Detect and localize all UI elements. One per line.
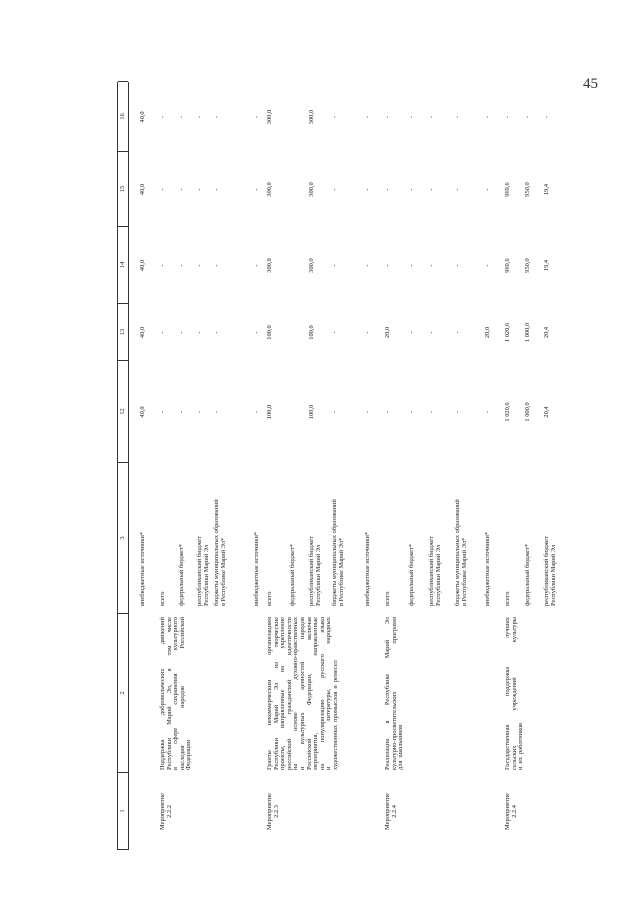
activity-title [267, 617, 340, 770]
value-12: 100,0 [308, 404, 315, 420]
funding-source [290, 466, 297, 606]
funding-source [385, 466, 392, 606]
value-12: - [428, 410, 435, 414]
funding-source [254, 466, 261, 606]
activity-label [505, 773, 518, 850]
funding-source-line: федеральный бюджет* [408, 543, 415, 606]
value-15: - [196, 188, 203, 191]
value-13: 1 000,0 [524, 322, 531, 343]
value-16: - [178, 115, 185, 119]
budget-table [117, 82, 597, 850]
word: ценностей [298, 661, 306, 690]
value-15: - [454, 188, 461, 191]
value-12: - [484, 410, 491, 414]
funding-source [525, 466, 532, 606]
funding-source-line: Республики Марий Эл [434, 544, 442, 606]
value-13: - [196, 331, 203, 334]
funding-source [365, 466, 372, 606]
activity-title-line [293, 617, 300, 770]
funding-source-line: в Республике Марий Эл* [219, 537, 227, 606]
value-13: - [159, 331, 166, 334]
value-14: - [384, 264, 391, 267]
activity-title-line [398, 617, 405, 770]
word: Поддержка [159, 739, 166, 770]
value-14: - [178, 264, 185, 267]
value-14: - [253, 264, 260, 267]
funding-source-line: республиканский бюджет [428, 536, 435, 606]
value-13: 20,4 [543, 326, 550, 339]
funding-source [309, 466, 322, 606]
word: Марий [165, 706, 173, 725]
value-16: - [384, 115, 391, 119]
value-12: - [364, 410, 371, 414]
word: их [517, 756, 525, 764]
activity-number: 2.2.4 [390, 805, 398, 818]
value-14: - [408, 264, 415, 267]
value-13: 100,0 [266, 325, 273, 340]
activity-title-line [186, 617, 193, 770]
activity-title [160, 617, 193, 770]
funding-source [429, 466, 442, 606]
word: популяризацию [318, 699, 326, 743]
funding-source [485, 466, 492, 606]
funding-source-line: бюджеты муниципальных образований [213, 499, 220, 606]
value-14: 300,0 [308, 258, 315, 273]
activity-number: 2.2.2 [165, 805, 173, 818]
word: Реализация [384, 738, 391, 770]
activity-label-text: Мероприятие [504, 793, 511, 830]
activity-title-line [518, 617, 525, 770]
value-16: - [213, 115, 220, 119]
funding-source-line: всего [266, 591, 273, 606]
funding-source-line: всего [384, 591, 391, 606]
funding-source-line: республиканский бюджет [308, 536, 315, 606]
funding-source [409, 466, 416, 606]
word: и [517, 766, 525, 770]
funding-source [544, 466, 557, 606]
word: на [272, 662, 280, 669]
value-13: - [454, 331, 461, 334]
value-13: 20,0 [484, 326, 491, 339]
word: основе [292, 712, 300, 731]
word: культурно-просветительских [390, 691, 398, 770]
value-14: - [196, 264, 203, 267]
word: добровольческих [159, 668, 166, 716]
word: движений [159, 617, 166, 645]
word: Марий [272, 704, 280, 724]
value-14: 950,0 [524, 258, 531, 273]
column-header-16: 16 [118, 81, 128, 152]
value-16: - [428, 115, 435, 119]
value-16: - [484, 115, 491, 119]
word: и [331, 685, 339, 689]
value-14: 19,4 [543, 259, 550, 272]
value-12: - [331, 410, 338, 414]
value-16: 40,0 [139, 111, 146, 123]
value-12: 1 020,6 [504, 402, 511, 422]
value-16: - [159, 115, 166, 119]
value-13: - [428, 331, 435, 334]
value-15: - [213, 188, 220, 191]
word: Российской [305, 738, 313, 770]
word: сфере [172, 727, 180, 744]
value-13: - [178, 331, 185, 334]
funding-source [267, 466, 274, 606]
word: организациям [266, 617, 273, 655]
word: художественных [331, 724, 339, 770]
funding-source-line: республиканский бюджет [543, 536, 550, 606]
funding-source [160, 466, 167, 606]
word: учреждений [510, 677, 518, 711]
value-14: - [454, 264, 461, 267]
value-13: 1 020,6 [504, 322, 511, 343]
activity-label-text: Мероприятие [159, 793, 166, 830]
word: Эл, [165, 684, 173, 694]
value-15: 19,4 [543, 183, 550, 196]
word: лучших [504, 617, 511, 639]
value-15: 950,0 [524, 182, 531, 197]
funding-source-line: внебюджетные источники* [253, 531, 260, 606]
funding-source-line: республиканский бюджет [196, 536, 203, 606]
word: укрепление [279, 617, 287, 649]
value-15: - [253, 188, 260, 191]
funding-source-line: бюджеты муниципальных образований [454, 499, 461, 606]
value-14: - [331, 264, 338, 267]
value-15: - [331, 188, 338, 191]
word: идентичности [285, 617, 293, 656]
activity-title-line [313, 617, 320, 770]
word: Государственная [504, 724, 511, 770]
value-15: - [178, 188, 185, 191]
column-header-2: 2 [118, 614, 128, 773]
value-14: 300,0 [266, 258, 273, 273]
word: Федерации, [305, 673, 313, 706]
word: Эл [384, 617, 391, 625]
value-12: 1 000,0 [524, 402, 531, 422]
funding-source-line: внебюджетные источники* [139, 531, 146, 606]
word: народов [178, 685, 186, 708]
word: духовно-нравственных [292, 617, 300, 680]
value-15: - [364, 188, 371, 191]
value-16: - [364, 115, 371, 119]
word: числе [165, 617, 173, 633]
word: программ [390, 617, 398, 644]
column-header-3: 3 [118, 463, 128, 614]
value-12: - [213, 410, 220, 414]
value-15: 300,0 [308, 182, 315, 197]
value-14: - [428, 264, 435, 267]
value-16: - [196, 115, 203, 119]
funding-source-line: бюджеты муниципальных образований [331, 499, 338, 606]
funding-source-line: Республики Марий Эл [549, 544, 557, 606]
word: и [325, 766, 333, 770]
word: наследия [178, 745, 186, 770]
funding-source [332, 466, 345, 606]
funding-source-line: в Республике Марий Эл* [337, 537, 345, 606]
funding-source-line: Республики Марий Эл [202, 544, 210, 606]
value-16: - [504, 115, 511, 119]
word: Федерации [185, 739, 193, 770]
word: мероприятия, [312, 733, 320, 770]
value-13: - [213, 331, 220, 334]
word: народов [298, 617, 306, 639]
funding-source-line: федеральный бюджет* [524, 543, 531, 606]
value-14: - [213, 264, 220, 267]
value-12: - [196, 410, 203, 414]
value-14: 969,6 [504, 258, 511, 273]
column-header-14: 14 [118, 227, 128, 304]
value-16: - [331, 115, 338, 119]
value-15: - [384, 188, 391, 191]
word: Российской [178, 617, 186, 649]
word: работников [517, 722, 525, 754]
value-14: - [364, 264, 371, 267]
value-16: 300,0 [308, 109, 315, 125]
column-header-15: 15 [118, 152, 128, 227]
value-16: 300,0 [266, 109, 273, 125]
value-14: - [484, 264, 491, 267]
funding-source-line: федеральный бюджет* [178, 543, 185, 606]
value-13: - [408, 331, 415, 334]
activity-label [267, 773, 280, 850]
funding-source [455, 466, 468, 606]
value-16: - [543, 115, 550, 119]
value-16: - [408, 115, 415, 119]
funding-source [140, 466, 147, 606]
value-16: - [253, 115, 260, 119]
funding-source [505, 466, 512, 606]
activity-title-line [333, 617, 340, 770]
word: Гранты [266, 750, 273, 770]
word: Марий [384, 639, 391, 659]
column-header-1: 1 [118, 773, 128, 850]
word: на [318, 763, 326, 770]
activity-label-text: Мероприятие [266, 793, 273, 830]
word: культурного [172, 617, 180, 651]
value-13: 100,0 [308, 325, 315, 340]
funding-source-line: всего [504, 591, 511, 606]
activity-label-text: Мероприятие [384, 793, 391, 830]
activity-number: 2.2.3 [272, 805, 280, 818]
value-13: - [253, 331, 260, 334]
word: на [292, 763, 300, 770]
funding-source-line: внебюджетные источники* [364, 531, 371, 606]
value-12: - [178, 410, 185, 414]
word: направленные [312, 617, 320, 656]
funding-source [179, 466, 186, 606]
column-header-13: 13 [118, 304, 128, 361]
activity-label [385, 773, 398, 850]
word: поддержка [504, 666, 511, 696]
word: на [279, 665, 287, 673]
word: творческие [272, 617, 280, 648]
word: народных [325, 617, 333, 644]
value-13: - [331, 331, 338, 334]
funding-source-line: всего [159, 591, 166, 606]
word: Республике [384, 673, 391, 706]
value-13: 20,0 [384, 326, 391, 339]
value-13: 40,0 [139, 326, 146, 339]
word: некоммерческим [266, 679, 273, 726]
value-15: - [159, 188, 166, 191]
word: для [397, 760, 405, 770]
value-12: - [159, 410, 166, 414]
word: русского [318, 654, 326, 678]
column-header-12: 12 [118, 361, 128, 463]
value-12: - [454, 410, 461, 414]
word: в [165, 668, 173, 672]
value-15: 300,0 [266, 182, 273, 197]
word: культуры [510, 617, 518, 643]
value-12: - [408, 410, 415, 414]
activity-label [160, 773, 173, 850]
word: ремесел [331, 660, 339, 683]
value-12: - [384, 410, 391, 414]
value-15: 40,0 [139, 183, 146, 196]
word: российской [285, 738, 293, 770]
activity-title [385, 617, 405, 770]
word: Республики [165, 737, 173, 770]
value-14: 40,0 [139, 259, 146, 272]
word: в [384, 720, 391, 724]
funding-source [214, 466, 227, 606]
value-15: - [484, 188, 491, 191]
word: направленные [279, 689, 287, 729]
value-15: 969,6 [504, 182, 511, 197]
page-number: 45 [583, 76, 598, 92]
value-13: - [364, 331, 371, 334]
word: сохранения [172, 673, 180, 705]
word: включая [305, 617, 313, 640]
word: гражданской [285, 679, 293, 715]
table-header-row [117, 82, 129, 850]
word: школьников [397, 724, 405, 758]
funding-source-line: внебюджетные источники* [484, 531, 491, 606]
word: сельских [510, 745, 518, 770]
value-12: 20,4 [543, 406, 550, 418]
word: литературы, [325, 688, 333, 722]
funding-source-line: Республики Марий Эл [314, 544, 322, 606]
word: и [298, 766, 306, 770]
funding-source [197, 466, 210, 606]
word: культурных [298, 712, 306, 745]
value-12: 40,0 [139, 406, 146, 418]
value-16: - [454, 115, 461, 119]
value-12: - [253, 410, 260, 414]
value-15: - [428, 188, 435, 191]
word: промыслов [331, 691, 339, 722]
funding-source-line: федеральный бюджет* [289, 543, 296, 606]
value-15: - [408, 188, 415, 191]
word: языка [318, 617, 326, 633]
word: Эл [272, 682, 280, 691]
value-14: - [159, 264, 166, 267]
value-12: 100,0 [266, 404, 273, 420]
activity-title [505, 617, 525, 770]
word: проекты, [279, 745, 287, 770]
word: в [172, 766, 180, 770]
word: Республики [272, 737, 280, 770]
activity-number: 2.2.4 [510, 805, 518, 818]
funding-source-line: в Республике Марий Эл* [460, 537, 468, 606]
value-16: - [524, 115, 531, 119]
word: том [165, 645, 173, 656]
